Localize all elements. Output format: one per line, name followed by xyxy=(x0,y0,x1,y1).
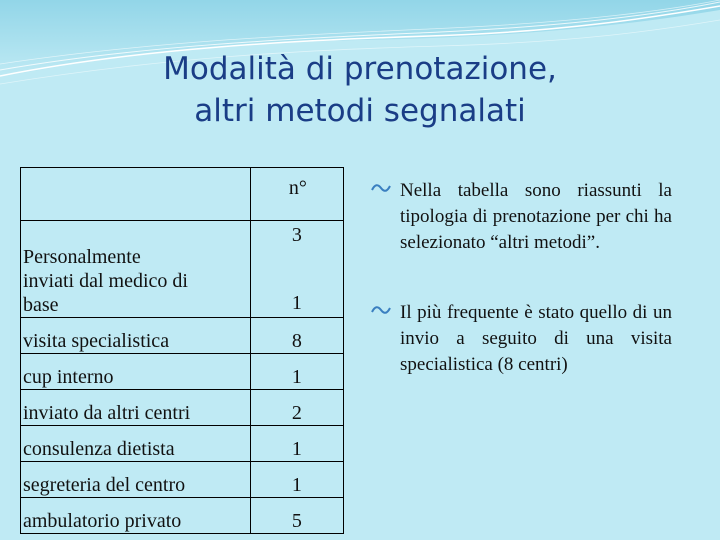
row-label-cell: segreteria del centro xyxy=(21,462,251,498)
table-row xyxy=(21,221,344,318)
row-count-cell: 1 xyxy=(250,462,343,498)
header-count-cell: n° xyxy=(250,168,343,221)
table-row xyxy=(21,462,344,498)
tilde-wave-bullet-icon xyxy=(370,178,392,208)
bullet-text: Nella tabella sono riassunti la tipologia di prenotazione per chi ha selezionato “altri metodi”. xyxy=(400,180,672,253)
table-row xyxy=(21,498,344,534)
slide-title xyxy=(0,48,720,132)
row-label-cell: cup interno xyxy=(21,354,251,390)
row-count-cell: 1 xyxy=(250,354,343,390)
row-label-cell: visita specialistica xyxy=(21,318,251,354)
row-label-line: base xyxy=(23,294,59,316)
row-label-cell: ambulatorio privato xyxy=(21,498,251,534)
title-line-2: altri metodi segnalati xyxy=(194,93,526,129)
table-row xyxy=(21,318,344,354)
table-row xyxy=(21,390,344,426)
row-label-cell: inviato da altri centri xyxy=(21,390,251,426)
table-row xyxy=(21,354,344,390)
row-label-line: inviati dal medico di xyxy=(23,270,188,292)
title-line-1: Modalità di prenotazione, xyxy=(163,51,557,87)
tilde-wave-bullet-icon xyxy=(370,300,392,330)
bullet-item xyxy=(376,178,672,256)
booking-methods-table xyxy=(20,167,344,534)
row-count-cell xyxy=(250,221,343,318)
header-label-cell xyxy=(21,168,251,221)
bullet-text: Il più frequente è stato quello di un invio a seguito di una visita specialistica (8 centri) xyxy=(400,302,672,375)
table-header-row xyxy=(21,168,344,221)
bullet-item xyxy=(376,300,672,378)
table-row xyxy=(21,426,344,462)
row-count-cell: 8 xyxy=(250,318,343,354)
row-count-top: 3 xyxy=(291,224,302,246)
row-count-cell: 2 xyxy=(250,390,343,426)
row-label-cell xyxy=(21,221,251,318)
row-label-line: Personalmente xyxy=(23,246,141,268)
row-count-bottom: 1 xyxy=(291,292,302,314)
bullet-list xyxy=(376,178,672,378)
row-count-cell: 5 xyxy=(250,498,343,534)
row-label-cell: consulenza dietista xyxy=(21,426,251,462)
row-count-cell: 1 xyxy=(250,426,343,462)
